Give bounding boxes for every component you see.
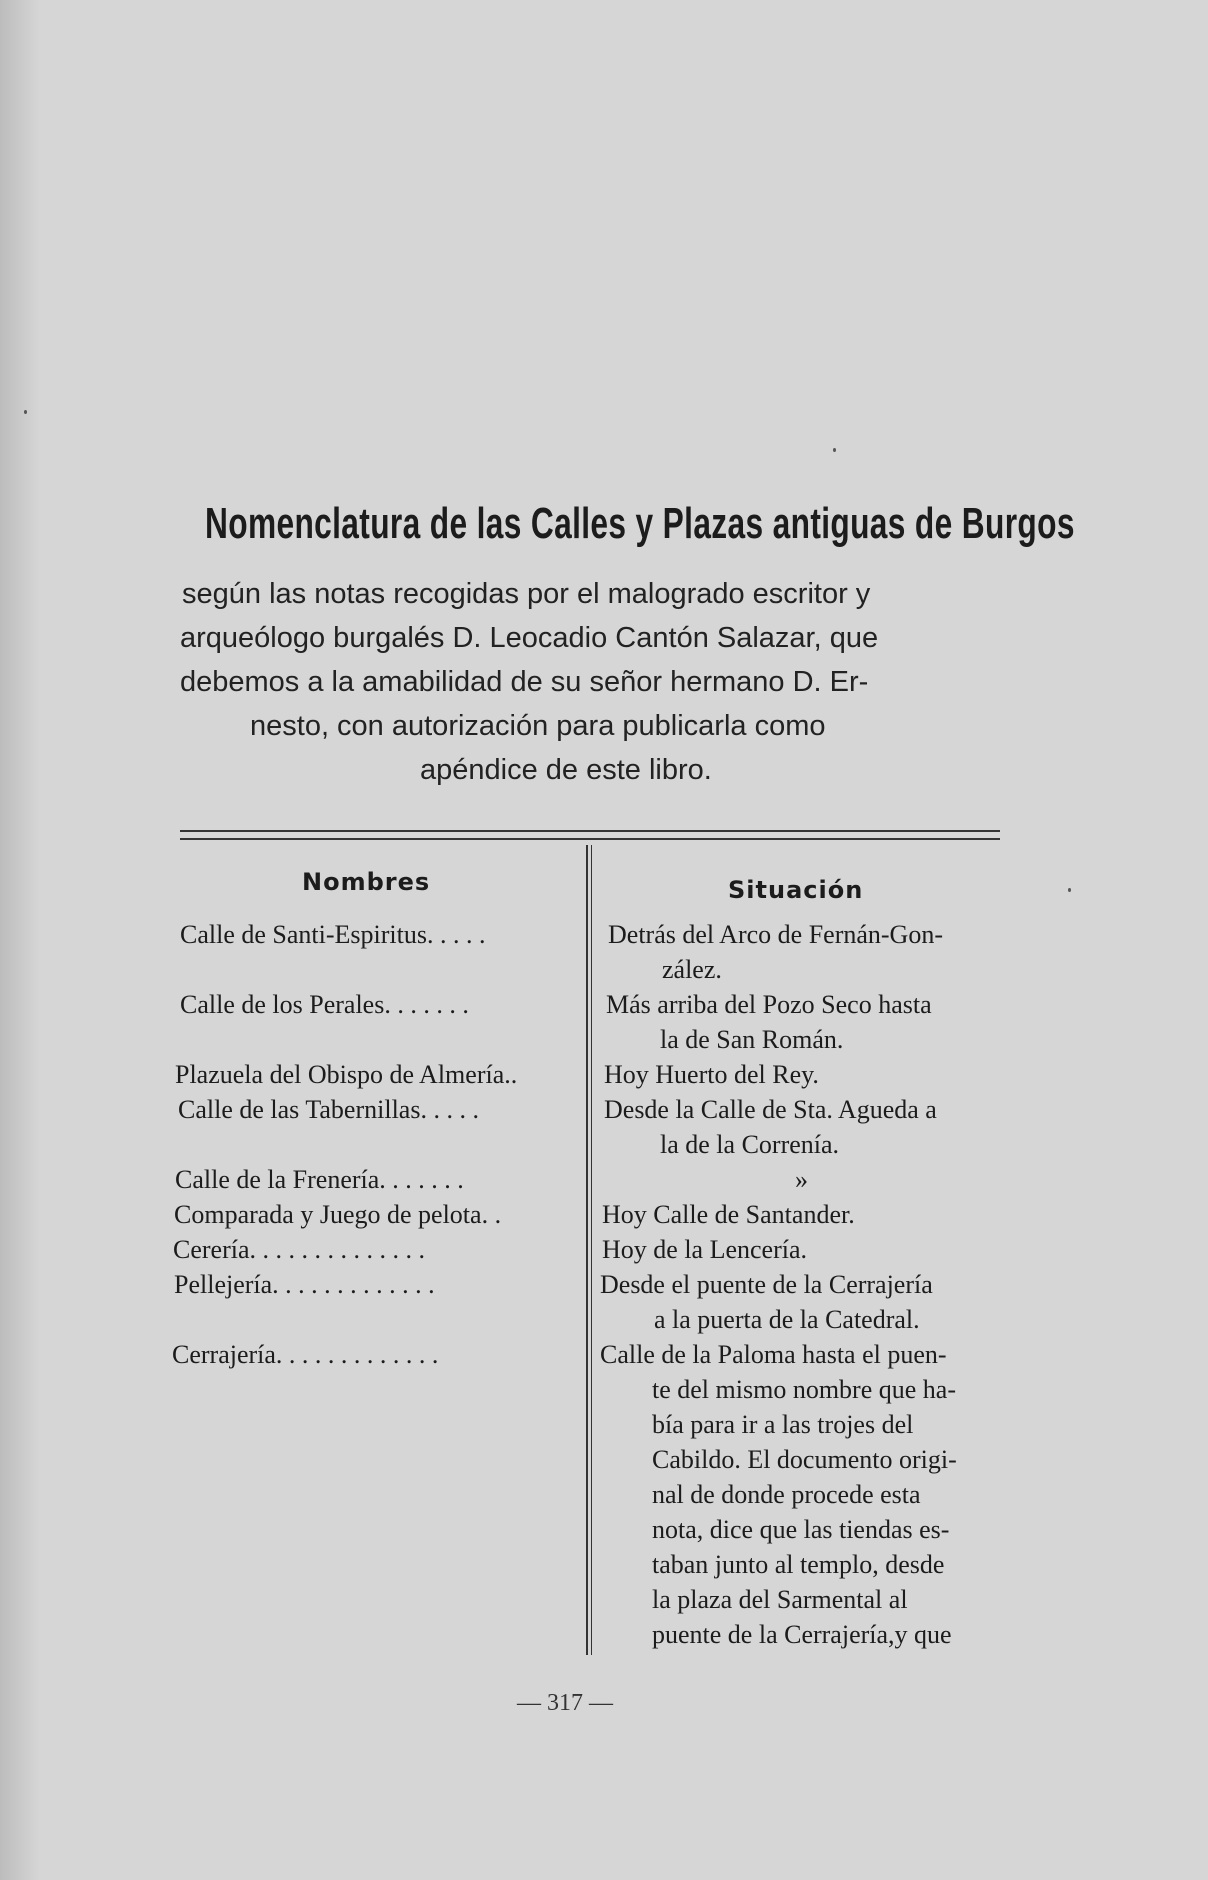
street-location-line: nal de donde procede esta — [652, 1480, 921, 1509]
print-speck — [833, 448, 836, 452]
street-location-line: nota, dice que las tiendas es- — [652, 1515, 950, 1544]
street-location-line: Desde la Calle de Sta. Agueda a — [604, 1095, 937, 1124]
print-speck — [1068, 888, 1071, 892]
street-name: Comparada y Juego de pelota. . — [174, 1200, 502, 1229]
subtitle-line: nesto, con autorización para publicarla como — [250, 710, 826, 742]
street-name: Calle de la Frenería. . . . . . . — [175, 1165, 464, 1194]
page-edge-shadow — [0, 0, 40, 1880]
street-name: Calle de los Perales. . . . . . . — [180, 990, 469, 1019]
street-location-line: Más arriba del Pozo Seco hasta — [606, 990, 932, 1019]
page-title: Nomenclatura de las Calles y Plazas antiguas de Burgos — [205, 499, 1075, 548]
subtitle-line: arqueólogo burgalés D. Leocadio Cantón Salazar, que — [180, 622, 879, 654]
street-location-line: » — [795, 1165, 808, 1194]
subtitle-line: apéndice de este libro. — [420, 754, 712, 786]
street-location-line: taban junto al templo, desde — [652, 1550, 945, 1579]
street-location-line: Desde el puente de la Cerrajería — [600, 1270, 933, 1299]
names-column-header: Nombres — [302, 868, 431, 896]
street-location-line: zález. — [662, 955, 722, 984]
street-location-line: la de la Correnía. — [660, 1130, 840, 1159]
street-name: Calle de las Tabernillas. . . . . — [178, 1095, 479, 1124]
street-name: Plazuela del Obispo de Almería.. — [175, 1060, 518, 1089]
street-name: Calle de Santi-Espiritus. . . . . — [180, 920, 486, 949]
street-name: Cerrajería. . . . . . . . . . . . . — [172, 1340, 439, 1369]
street-location-line: Hoy Calle de Santander. — [602, 1200, 855, 1229]
street-location-line: Calle de la Paloma hasta el puen- — [600, 1340, 947, 1369]
street-location-line: la de San Román. — [660, 1025, 844, 1054]
subtitle — [180, 572, 1010, 792]
street-location-line: a la puerta de la Catedral. — [654, 1305, 920, 1334]
street-name: Pellejería. . . . . . . . . . . . . — [174, 1270, 435, 1299]
header-rule-bottom — [180, 838, 1000, 840]
print-speck — [24, 410, 27, 414]
column-divider — [586, 845, 588, 1655]
street-location-line: te del mismo nombre que ha- — [652, 1375, 956, 1404]
street-location-line: puente de la Cerrajería,y que — [652, 1620, 952, 1649]
subtitle-line: según las notas recogidas por el malogrado escritor y — [182, 578, 871, 610]
street-location-line: Hoy de la Lencería. — [602, 1235, 808, 1264]
column-divider — [591, 845, 592, 1655]
street-location-line: Hoy Huerto del Rey. — [604, 1060, 819, 1089]
header-rule-top — [180, 830, 1000, 832]
subtitle-line: debemos a la amabilidad de su señor hermano D. Er- — [180, 666, 869, 698]
street-location-line: Detrás del Arco de Fernán-Gon- — [608, 920, 943, 949]
street-location-line: bía para ir a las trojes del — [652, 1410, 914, 1439]
street-location-line: la plaza del Sarmental al — [652, 1585, 908, 1614]
page-number: — 317 — — [517, 1690, 613, 1716]
street-name: Cerería. . . . . . . . . . . . . . — [173, 1235, 426, 1264]
street-location-line: Cabildo. El documento origi- — [652, 1445, 957, 1474]
location-column-header: Situación — [728, 876, 864, 904]
